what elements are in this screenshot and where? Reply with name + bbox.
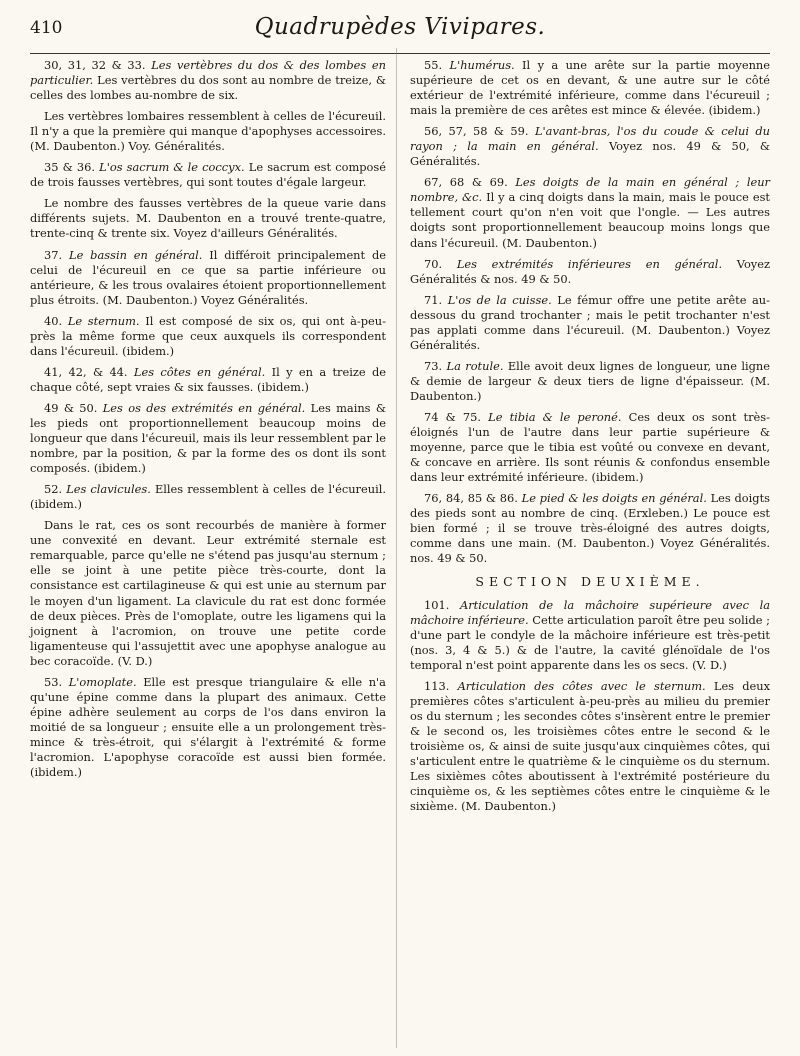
paragraph <box>30 196 386 241</box>
paragraph-number: 70. <box>424 256 457 271</box>
page-header <box>30 14 770 56</box>
paragraph-heading: Le bassin en général. <box>69 247 203 262</box>
paragraph-body: Le sacrum est composé de trois fausses vertèbres, qui sont toutes d'égale largeur. <box>30 160 387 190</box>
paragraph-body: Elle avoit deux lignes de longueur, une ligne & demie de largeur & deux tiers de ligne d'épaisseur. (M. Daubenton.) <box>410 358 770 403</box>
paragraph-body: Les mains & les pieds ont proportionnellement beaucoup moins de longueur que dans l'écureuil, mais ils leur ressemblent par le nombre, par la position, & par la forme des os dont ils sont composés. (ibidem.) <box>30 400 386 476</box>
paragraph-body: Ces deux os sont très-éloignés l'un de l'autre dans leur partie supérieure & moyenne, parce que le tibia est voûté ou convexe en devant, & concave en arrière. Ils sont réunis & confondus ensemble dans leur extrémité inférieure. (ibidem.) <box>410 409 770 485</box>
paragraph-number: 55. <box>424 58 450 72</box>
paragraph-heading: Les os des extrémités en général. <box>102 400 306 415</box>
paragraph-number: 37. <box>44 247 69 262</box>
paragraph-heading: Les côtes en général. <box>133 364 266 379</box>
paragraph-body: Elles ressemblent à celles de l'écureuil. (ibidem.) <box>30 482 386 512</box>
paragraph-body: Elle est presque triangulaire & elle n'a qu'une épine comme dans la plupart des animaux. Cette épine adhère seulement au corps de l'os dans environ la moitié de sa longueur ; ensuite elle a un prolongement très-mince & très-étroit, qui s'élargit à l'extrémité & forme l'acromion. L'apophyse coracoïde est aussi bien formée. (ibidem.) <box>30 674 386 780</box>
running-title: Quadrupèdes Vivipares. <box>254 14 546 40</box>
paragraph-body: Cette articulation paroît être peu solide ; d'une part le condyle de la mâchoire inférieure est très-petit (nos. 3, 4 & 5.) & de l'autre, la cavité glénoïdale de l'os temporal n'est point apparente dans les os secs. (V. D.) <box>410 612 770 672</box>
paragraph <box>410 257 770 287</box>
paragraph <box>30 365 386 395</box>
paragraph <box>410 598 770 673</box>
paragraph-heading: Le tibia & le peroné. <box>488 409 622 424</box>
right-column-second-part <box>410 598 770 815</box>
paragraph-number: 67, 68 & 69. <box>424 175 516 190</box>
paragraph <box>410 58 770 118</box>
paragraph-number: 71. <box>424 292 448 307</box>
page-number: 410 <box>30 18 63 38</box>
paragraph <box>30 482 386 512</box>
paragraph-heading: L'os sacrum & le coccyx. <box>99 160 245 175</box>
paragraph-number: 49 & 50. <box>44 400 103 415</box>
paragraph-body: Les vertèbres lombaires ressemblent à celles de l'écureuil. Il n'y a que la première qui manque d'apophyses accessoires. (M. Daubenton.) Voy. Généralités. <box>30 109 386 154</box>
paragraph <box>410 175 770 250</box>
paragraph-number: 52. <box>44 482 67 497</box>
paragraph <box>30 314 386 359</box>
paragraph-heading: Les extrémités inférieures en général. <box>456 256 723 271</box>
paragraph-number: 56, 57, 58 & 59. <box>424 124 535 139</box>
left-column <box>30 58 386 820</box>
text-columns <box>30 58 770 820</box>
paragraph <box>410 359 770 404</box>
paragraph <box>410 124 770 169</box>
paragraph <box>30 248 386 308</box>
paragraph-body: Voyez Généralités & nos. 49 & 50. <box>410 256 770 286</box>
paragraph-number: 53. <box>44 674 69 689</box>
paragraph <box>30 401 386 476</box>
paragraph-heading: Le sternum. <box>67 313 140 328</box>
right-column-first-part <box>410 58 770 566</box>
paragraph-heading: L'omoplate. <box>68 674 137 689</box>
paragraph <box>410 293 770 353</box>
paragraph-body: Il y a cinq doigts dans la main, mais le pouce est tellement court qu'on n'en voit que l'ongle. — Les autres doigts sont proportionnellement beaucoup moins longs que dans l'écureuil. (M. Daubenton.) <box>410 190 770 250</box>
paragraph <box>30 109 386 154</box>
paragraph-heading: Les vertèbres du dos & des lombes en particulier. <box>30 58 386 88</box>
paragraph <box>30 518 386 668</box>
right-column <box>410 58 770 820</box>
paragraph <box>410 491 770 566</box>
paragraph-heading: Articulation de la mâchoire supérieure avec la mâchoire inférieure. <box>410 597 770 627</box>
paragraph-number: 74 & 75. <box>424 409 489 424</box>
header-rule <box>30 53 770 54</box>
paragraph-heading: L'humérus. <box>449 58 515 72</box>
paragraph <box>410 679 770 814</box>
paragraph <box>410 410 770 485</box>
paragraph-number: 113. <box>424 678 458 693</box>
paragraph-number: 41, 42, & 44. <box>44 364 134 379</box>
paragraph-heading: Le pied & les doigts en général. <box>521 491 707 506</box>
paragraph-heading: Articulation des côtes avec le sternum. <box>457 678 706 693</box>
paragraph-number: 76, 84, 85 & 86. <box>424 491 522 506</box>
paragraph-body: Les doigts des pieds sont au nombre de cinq. (Erxleben.) Le pouce est bien formé ; il se trouve très-éloigné des autres doigts, comme dans une main. (M. Daubenton.) Voyez Généralités. nos. 49 & 50. <box>410 491 770 566</box>
paragraph-body: Voyez nos. 49 & 50, & Généralités. <box>410 139 770 169</box>
paragraph-body: Il différoit principalement de celui de l'écureuil en ce que sa partie inférieure ou antérieure, & les trous ovalaires étoient proportionnellement plus étroits. (M. Daubenton.) Voyez Généralités. <box>30 247 386 307</box>
paragraph-number: 101. <box>424 597 460 612</box>
paragraph-body: Dans le rat, ces os sont recourbés de manière à former une convexité en devant. Leur extrémité sternale est remarquable, parce qu'elle ne s'étend pas jusqu'au sternum ; elle se joint à une petite pièce très-courte, dont la consistance est cartilagineuse & qui est unie au sternum par le moyen d'un ligament. La clavicule du rat est donc formée de deux pièces. Près de l'omoplate, outre les ligamens qui la joignent à l'acromion, on trouve une petite corde ligamenteuse qui l'assujettit avec une apophyse analogue au bec coracoïde. (V. D.) <box>30 518 386 668</box>
paragraph-number: 73. <box>424 358 447 373</box>
paragraph-body: Les vertèbres du dos sont au nombre de treize, & celles des lombes au-nombre de six. <box>30 73 386 103</box>
paragraph <box>30 160 386 190</box>
paragraph-number: 30, 31, 32 & 33. <box>44 58 152 72</box>
paragraph-heading: L'avant-bras, l'os du coude & celui du rayon ; la main en général. <box>410 124 770 154</box>
section-heading: SECTION DEUXIÈME. <box>475 574 705 590</box>
paragraph-body: Les deux premières côtes s'articulent à-peu-près au milieu du premier os du sternum ; les secondes côtes s'insèrent entre le premier & le second os, les troisièmes côtes entre le second & le troisième os, & ainsi de suite jusqu'aux cinquièmes côtes, qui s'articulent entre le quatrième & le cinquième os du sternum. Les sixièmes côtes aboutissent à l'extrémité postérieure du cinquième os, & les septièmes côtes entre le cinquième & le sixième. (M. Daubenton.) <box>410 678 771 814</box>
paragraph <box>30 675 386 780</box>
paragraph-body: Il est composé de six os, qui ont à-peu-près la même forme que ceux auxquels ils correspondent dans l'écureuil. (ibidem.) <box>30 313 386 358</box>
paragraph-heading: Les doigts de la main en général ; leur nombre, &c. <box>410 175 770 205</box>
paragraph-body: Il y en a treize de chaque côté, sept vraies & six fausses. (ibidem.) <box>30 364 386 394</box>
paragraph-body: Le nombre des fausses vertèbres de la queue varie dans différents sujets. M. Daubenton en a trouvé trente-quatre, trente-cinq & trente six. Voyez d'ailleurs Généralités. <box>30 196 386 241</box>
paragraph-number: 40. <box>44 313 68 328</box>
paragraph <box>30 58 386 103</box>
paragraph-body: Le fémur offre une petite arête au-dessous du grand trochanter ; mais le petit trochanter n'est pas applati comme dans l'écureuil. (M. Daubenton.) Voyez Généralités. <box>410 292 770 352</box>
paragraph-heading: La rotule. <box>446 358 504 373</box>
paragraph-number: 35 & 36. <box>44 160 100 175</box>
paragraph-heading: Les clavicules. <box>66 482 151 497</box>
paragraph-body: Il y a une arête sur la partie moyenne supérieure de cet os en devant, & une autre sur le côté extérieur de l'extrémité inférieure, comme dans l'écureuil ; mais la première de ces arêtes est mince & élevée. (ibidem.) <box>410 58 770 118</box>
column-divider <box>396 48 397 1048</box>
paragraph-heading: L'os de la cuisse. <box>447 292 552 307</box>
